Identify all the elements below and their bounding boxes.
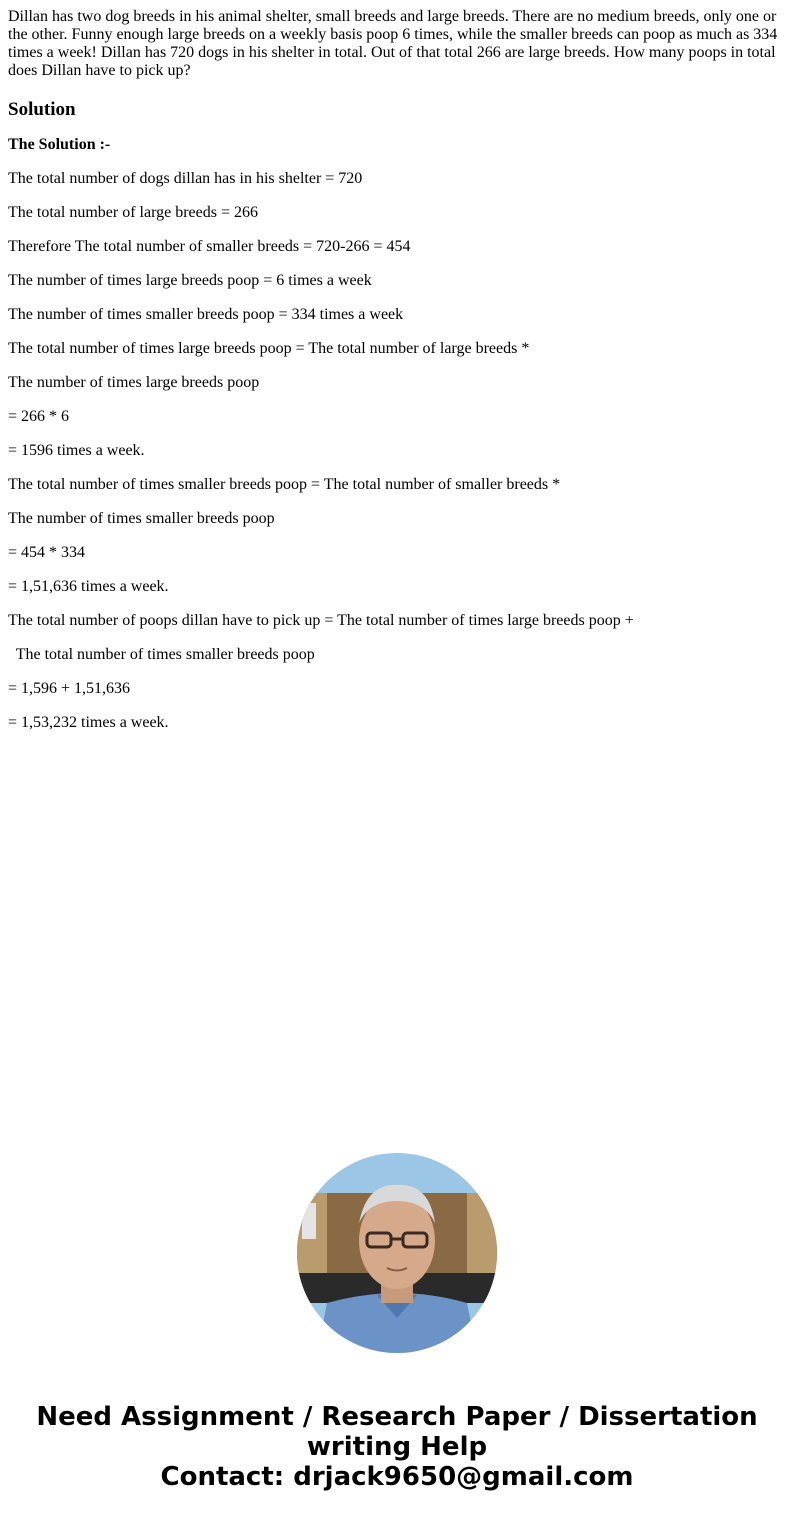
solution-line: The total number of times large breeds poop = The total number of large breeds * [8, 340, 530, 357]
footer-line-1: Need Assignment / Research Paper / Dissertation [36, 1402, 758, 1432]
solution-line: = 454 * 334 [8, 544, 86, 561]
solution-line: Therefore The total number of smaller breeds = 720-266 = 454 [8, 238, 411, 255]
solution-line: = 1596 times a week. [8, 442, 145, 459]
author-portrait-image [297, 1153, 497, 1353]
solution-line: The total number of times smaller breeds poop = The total number of smaller breeds * [8, 476, 561, 493]
solution-line: = 266 * 6 [8, 408, 70, 425]
footer-contact-line: Contact: drjack9650@gmail.com [160, 1462, 634, 1492]
solution-line: The total number of dogs dillan has in his shelter = 720 [8, 170, 363, 187]
solution-line: The total number of poops dillan have to pick up = The total number of times large breeds poop + [8, 612, 634, 629]
contact-footer [0, 1402, 794, 1492]
question-text: Dillan has two dog breeds in his animal shelter, small breeds and large breeds. There are no medium breeds, only one or the other. Funny enough large breeds on a weekly basis poop 6 times, while the smaller breeds can poop as much as 334 times a week! Dillan has 720 dogs in his shelter in total. Out of that total 266 are large breeds. How many poops in total does Dillan have to pick up? [8, 8, 778, 79]
solution-lines [8, 170, 786, 732]
solution-line: The number of times smaller breeds poop [8, 510, 275, 527]
solution-heading: Solution [8, 99, 76, 120]
solution-line: The number of times large breeds poop [8, 374, 260, 391]
solution-line: The number of times large breeds poop = 6 times a week [8, 272, 372, 289]
solution-line: The number of times smaller breeds poop = 334 times a week [8, 306, 404, 323]
solution-line: = 1,53,232 times a week. [8, 714, 169, 731]
solution-line: The total number of times smaller breeds poop [8, 646, 315, 663]
document-content [8, 8, 786, 732]
author-avatar [297, 1153, 497, 1353]
solution-line: = 1,596 + 1,51,636 [8, 680, 131, 697]
footer-line-2: writing Help [306, 1432, 488, 1462]
solution-line: = 1,51,636 times a week. [8, 578, 169, 595]
solution-line: The total number of large breeds = 266 [8, 204, 258, 221]
solution-subheading: The Solution :- [8, 136, 111, 153]
